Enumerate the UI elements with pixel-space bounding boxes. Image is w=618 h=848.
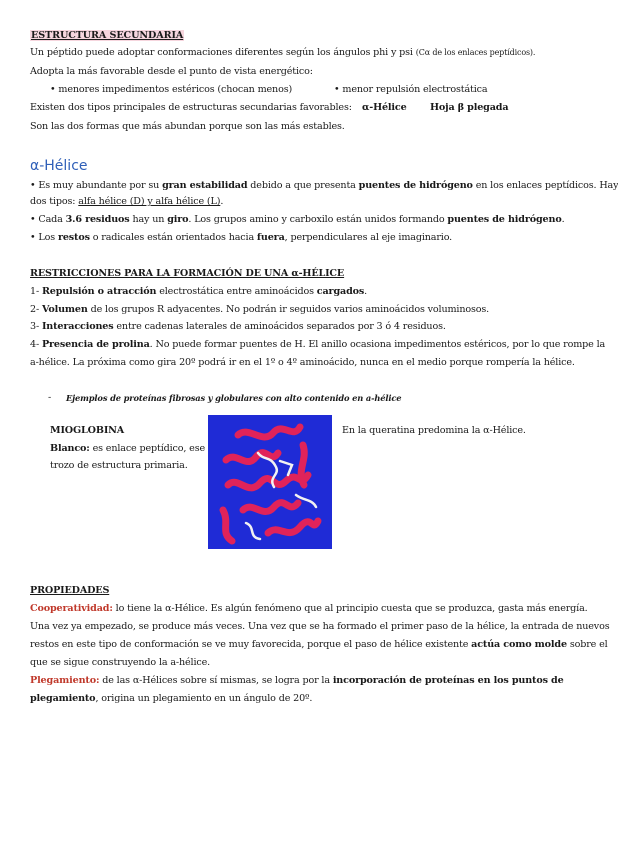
- bullet-item: • menor repulsión electrostática: [334, 84, 488, 95]
- type-hoja: Hoja β plegada: [430, 102, 509, 113]
- paragraph-line: Cooperatividad: lo tiene la α-Hélice. Es algún fenómeno que al principio cuesta que se produzca, gasta más energía.: [30, 603, 588, 614]
- paragraph-line: • Cada 3.6 residuos hay un giro. Los grupos amino y carboxilo están unidos formando puentes de hidrógeno.: [30, 214, 565, 225]
- blanco-note-cont: trozo de estructura primaria.: [50, 460, 188, 471]
- paragraph-line: Adopta la más favorable desde el punto de vista energético:: [30, 66, 313, 77]
- paragraph-line: [30, 47, 535, 59]
- bullet-item: • menores impedimentos estéricos (chocan menos): [50, 84, 293, 95]
- list-item-continuation: a-hélice. La próxima como gira 20º podrá ir en el 1º o 4º aminoácido, nunca en el medio porque rompería la hélice.: [30, 357, 575, 368]
- cooperatividad-label: Cooperatividad:: [30, 603, 113, 614]
- ejemplos-caption: Ejemplos de proteínas fibrosas y globulares con alto contenido en a-hélice: [66, 393, 402, 403]
- type-helice: α-Hélice: [362, 102, 407, 113]
- mioglobina-title: MIOGLOBINA: [50, 425, 125, 436]
- queratina-note: En la queratina predomina la α-Hélice.: [342, 425, 526, 436]
- section-heading-restricciones: RESTRICCIONES PARA LA FORMACIÓN DE UNA α-HÉLICE: [30, 268, 345, 279]
- plegamiento-label: Plegamiento:: [30, 675, 100, 686]
- text: Un péptido puede adoptar conformaciones diferentes según los ángulos phi y psi: [30, 47, 413, 58]
- list-item: 4- Presencia de prolina. No puede formar puentes de H. El anillo ocasiona impedimentos estéricos, por lo que rompe la: [30, 339, 606, 350]
- paragraph-line: Una vez ya empezado, se produce más veces. Una vez que se ha formado el primer paso de la hélice, la entrada de nuevos: [30, 621, 610, 632]
- paragraph-line: restos en este tipo de conformación se ve muy favorecida, porque el paso de hélice existente actúa como molde sobre el: [30, 639, 608, 650]
- section-title-helice: α-Hélice: [30, 158, 88, 174]
- paragraph-line: Existen dos tipos principales de estructuras secundarias favorables:: [30, 102, 352, 113]
- myoglobin-ribbon-illustration: [208, 415, 332, 549]
- list-item: 3- Interacciones entre cadenas laterales de aminoácidos separados por 3 ó 4 residuos.: [30, 321, 446, 332]
- paragraph-line: Plegamiento: de las α-Hélices sobre sí mismas, se logra por la incorporación de proteínas en los puntos de: [30, 675, 564, 686]
- paragraph-line: • Es muy abundante por su gran estabilidad debido a que presenta puentes de hidrógeno en los enlaces peptídicos. Hay: [30, 180, 618, 191]
- paragraph-line: plegamiento, origina un plegamiento en un ángulo de 20º.: [30, 693, 313, 704]
- text-small: (Cα de los enlaces peptídicos).: [415, 48, 536, 57]
- dash-bullet: -: [48, 392, 52, 403]
- paragraph-line: • Los restos o radicales están orientados hacia fuera, perpendiculares al eje imaginario.: [30, 232, 453, 243]
- list-item: 2- Volumen de los grupos R adyacentes. No podrán ir seguidos varios aminoácidos voluminosos.: [30, 304, 490, 315]
- section-heading-estructura: ESTRUCTURA SECUNDARIA: [31, 30, 184, 41]
- paragraph-line: dos tipos: alfa hélice (D) y alfa hélice (L).: [30, 196, 224, 207]
- blanco-note: Blanco: es enlace peptídico, ese: [50, 443, 206, 454]
- list-item: 1- Repulsión o atracción electrostática entre aminoácidos cargados.: [30, 286, 368, 297]
- paragraph-line: que se sigue construyendo la a-hélice.: [30, 657, 211, 668]
- paragraph-line: Son las dos formas que más abundan porque son las más estables.: [30, 121, 345, 132]
- section-heading-propiedades: PROPIEDADES: [30, 585, 110, 596]
- myoglobin-structure-image: [208, 415, 332, 549]
